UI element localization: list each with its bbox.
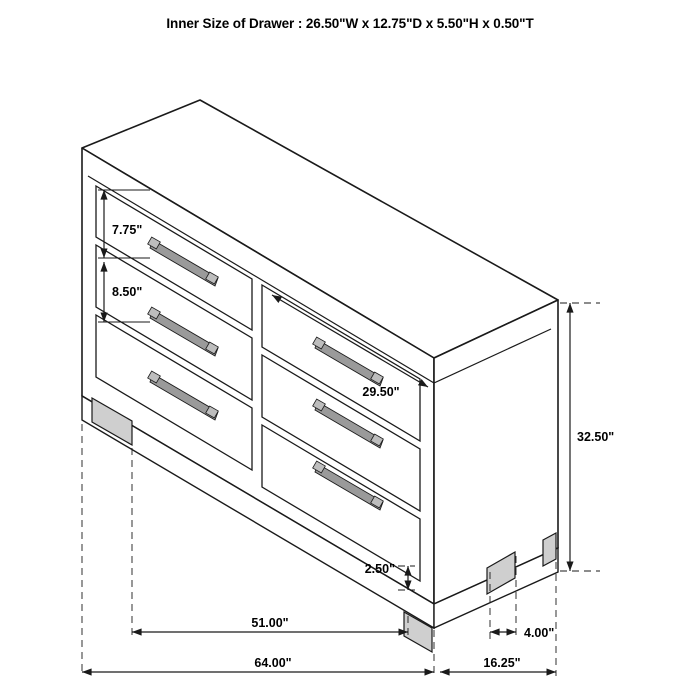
dresser-body xyxy=(82,100,558,604)
dim-label-second-drawer-height: 8.50" xyxy=(112,285,143,299)
dim-label-overall-height: 32.50" xyxy=(577,430,615,444)
dim-label-case-depth-diagonal: 29.50" xyxy=(362,385,400,399)
dim-label-base-rail-height: 2.50" xyxy=(364,562,395,576)
dim-label-drawer-bank-width: 51.00" xyxy=(251,616,289,630)
dim-label-top-drawer-height: 7.75" xyxy=(112,223,143,237)
dim-label-foot-width: 4.00" xyxy=(524,626,555,640)
dim-label-overall-width: 64.00" xyxy=(254,656,292,670)
dim-label-side-depth: 16.25" xyxy=(483,656,521,670)
page-title: Inner Size of Drawer : 26.50"W x 12.75"D x 5.50"H x 0.50"T xyxy=(166,16,534,31)
